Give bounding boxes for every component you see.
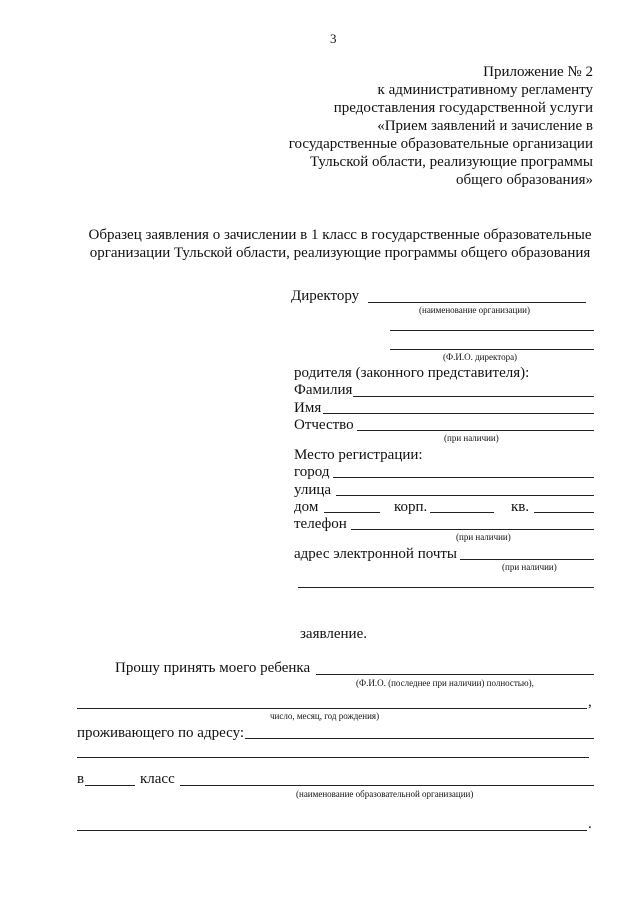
parent-label: родителя (законного представителя): (294, 365, 530, 381)
surname-field[interactable] (353, 396, 594, 397)
residence-field[interactable] (245, 738, 594, 739)
appendix-line: общего образования» (456, 172, 593, 188)
child-fio-hint: (Ф.И.О. (последнее при наличии) полностью), (356, 678, 534, 688)
child-fio-field[interactable] (316, 674, 594, 675)
director-fio-line[interactable] (390, 349, 594, 350)
appendix-line: государственные образовательные организации (288, 136, 593, 152)
phone-field[interactable] (351, 529, 594, 530)
phone-label: телефон (294, 516, 347, 532)
heading-line: Образец заявления о зачислении в 1 класс в государственные образовательные (88, 227, 592, 243)
child-fio-field-continued[interactable] (77, 708, 587, 709)
building-field[interactable] (430, 512, 494, 513)
school-field[interactable] (180, 785, 594, 786)
request-label: Прошу принять моего ребенка (115, 660, 311, 676)
birth-hint: число, месяц, год рождения) (270, 711, 380, 721)
fio-hint: (Ф.И.О. директора) (443, 352, 518, 362)
class-number-field[interactable] (85, 785, 135, 786)
name-field[interactable] (323, 413, 594, 414)
registration-label: Место регистрации: (294, 447, 423, 463)
residence-label: проживающего по адресу: (77, 725, 245, 741)
apartment-field[interactable] (534, 512, 594, 513)
patronymic-hint: (при наличии) (444, 433, 499, 443)
statement-title: заявление. (300, 626, 367, 642)
city-field[interactable] (333, 477, 594, 478)
school-hint: (наименование образовательной организации) (296, 789, 474, 799)
org-hint: (наименование организации) (419, 305, 530, 315)
appendix-line: к административному регламенту (377, 82, 593, 98)
heading-line: организации Тульской области, реализующие программы общего образования (89, 245, 591, 261)
building-label: корп. (394, 499, 428, 515)
appendix-line: предоставления государственной услуги (333, 100, 593, 116)
class-label: класс (140, 771, 175, 787)
email-field-continued[interactable] (298, 587, 594, 588)
comma: , (588, 694, 592, 710)
appendix-line: «Прием заявлений и зачисление в (377, 118, 593, 134)
city-label: город (294, 464, 330, 480)
email-field[interactable] (460, 559, 594, 560)
appendix-line: Тульской области, реализующие программы (309, 154, 593, 170)
email-hint: (при наличии) (502, 562, 557, 572)
house-label: дом (294, 499, 319, 515)
appendix-title: Приложение № 2 (483, 64, 593, 80)
apartment-label: кв. (511, 499, 530, 515)
director-line-2[interactable] (390, 330, 594, 331)
patronymic-label: Отчество (294, 417, 354, 433)
director-label: Директору (291, 288, 360, 304)
street-label: улица (294, 482, 332, 498)
surname-label: Фамилия (294, 382, 353, 398)
house-field[interactable] (324, 512, 380, 513)
street-field[interactable] (336, 495, 594, 496)
phone-hint: (при наличии) (456, 532, 511, 542)
name-label: Имя (294, 400, 322, 416)
in-label: в (77, 771, 85, 787)
school-field-continued[interactable] (77, 830, 587, 831)
page-number: 3 (330, 31, 337, 46)
director-org-line[interactable] (368, 302, 586, 303)
residence-field-continued[interactable] (77, 757, 589, 758)
email-label: адрес электронной почты (294, 546, 458, 562)
period: . (588, 816, 592, 832)
patronymic-field[interactable] (357, 430, 594, 431)
